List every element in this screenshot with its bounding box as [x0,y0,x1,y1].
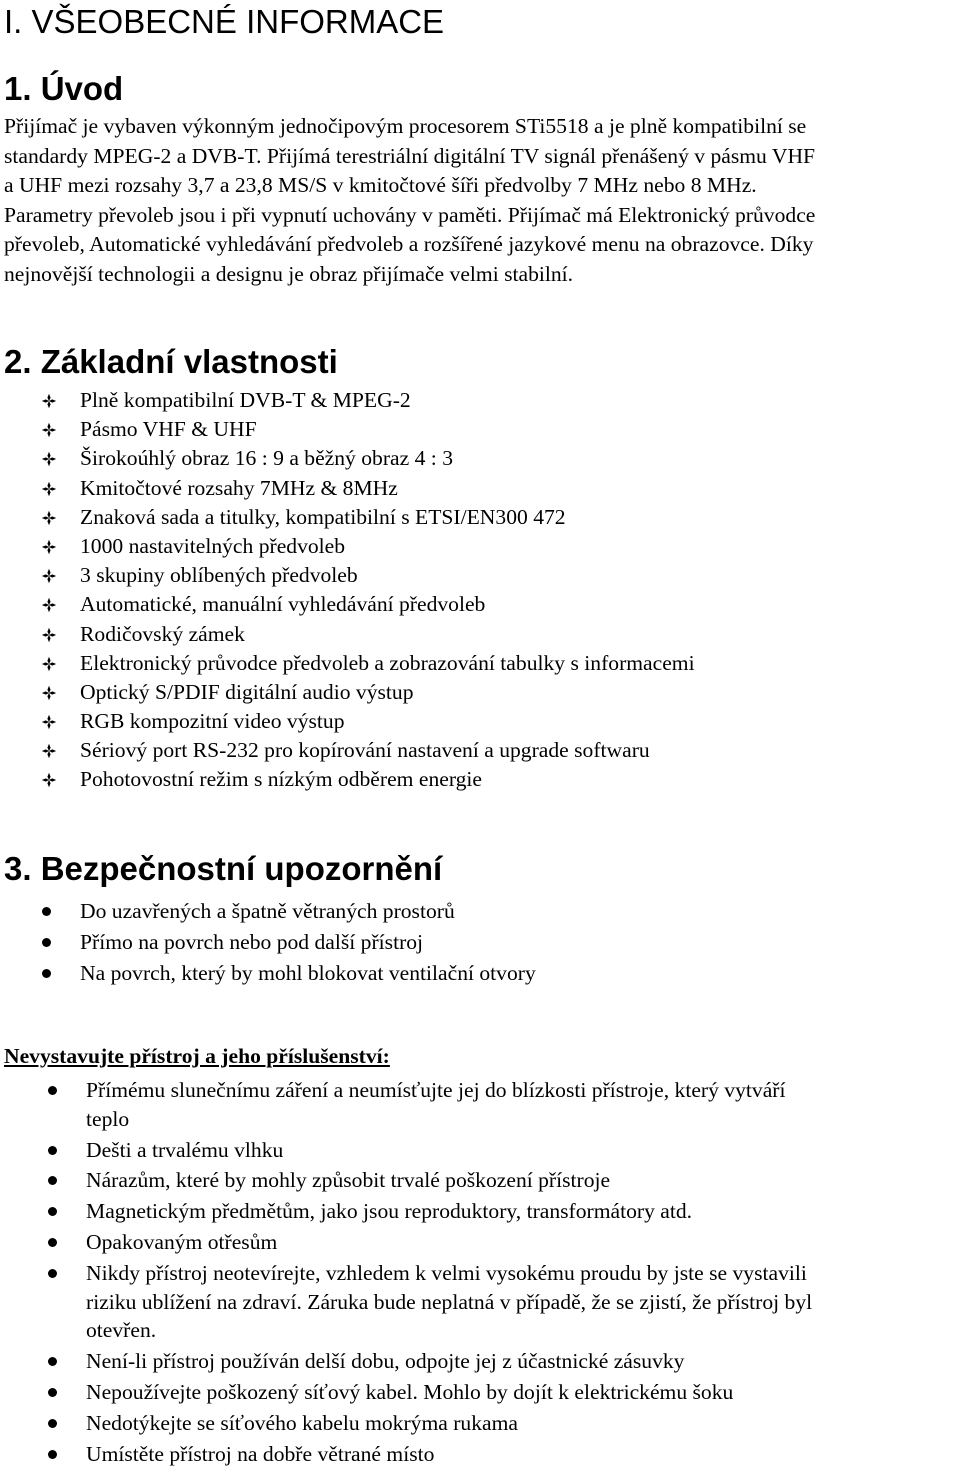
diamond-bullet-icon [40,421,58,439]
safety-item-text: Na povrch, který by mohl blokovat ventilační otvory [80,961,536,985]
avoid-item [0,1347,812,1378]
bullet-icon [42,907,51,916]
intro-heading: 1. Úvod [4,70,124,107]
bullet-icon [48,1238,57,1247]
intro-paragraph [4,112,956,290]
feature-item-text: RGB kompozitní video výstup [80,709,345,734]
feature-item [0,736,695,765]
avoid-item [0,1259,812,1347]
avoid-item-text: teplo [86,1106,130,1131]
safety-item-text: Přímo na povrch nebo pod další přístroj [80,930,424,954]
bullet-icon [48,1419,57,1428]
intro-line: nejnovější technologii a designu je obraz přijímače velmi stabilní. [4,261,574,286]
diamond-bullet-icon [40,392,58,410]
intro-line: Parametry převoleb jsou i při vypnutí uchovány v paměti. Přijímač má Elektronický průvodce [4,202,816,227]
avoid-item [0,1409,812,1440]
avoid-item-text: Umístěte přístroj na dobře větrané místo [86,1441,435,1466]
feature-item-text: Optický S/PDIF digitální audio výstup [80,679,414,704]
feature-item [0,561,695,590]
diamond-bullet-icon [40,596,58,614]
avoid-item [0,1076,812,1136]
avoid-item-text: Přímému slunečnímu záření a neumísťujte jej do blízkosti přístroje, který vytváří [86,1078,786,1102]
main-heading: I. VŠEOBECNÉ INFORMACE [4,3,445,40]
safety-item [0,958,536,989]
feature-item [0,532,695,561]
avoid-item-text: Magnetickým předmětům, jako jsou reproduktory, transformátory atd. [86,1199,693,1224]
feature-item [0,707,695,736]
feature-item [0,649,695,678]
avoid-item-text: Dešti a trvalému vlhku [86,1137,284,1162]
feature-item [0,503,695,532]
feature-item-text: Kmitočtové rozsahy 7MHz & 8MHz [80,475,398,500]
safety-item [0,927,536,958]
feature-item [0,474,695,503]
safety-list [0,896,536,989]
avoid-item-text: Nikdy přístroj neotevírejte, vzhledem k velmi vysokému proudu by jste se vystavili [86,1260,807,1285]
safety-heading: 3. Bezpečnostní upozornění [4,850,443,887]
diamond-bullet-icon [40,567,58,585]
bullet-icon [48,1086,57,1095]
diamond-bullet-icon [40,742,58,760]
avoid-item-text: riziku ublížení na zdraví. Záruka bude neplatná v případě, že se zjistí, že přístroj byl [86,1289,813,1314]
feature-item [0,765,695,794]
diamond-bullet-icon [40,450,58,468]
feature-item-text: Širokoúhlý obraz 16 : 9 a běžný obraz 4 : 3 [80,446,453,471]
feature-item [0,678,695,707]
avoid-item-text: Nepoužívejte poškozený síťový kabel. Mohlo by dojít k elektrickému šoku [86,1379,734,1404]
bullet-icon [48,1269,57,1278]
feature-item [0,415,695,444]
feature-item-text: Pásmo VHF & UHF [80,417,257,442]
feature-item [0,444,695,473]
avoid-item-text: Není-li přístroj používán delší dobu, odpojte jej z účastnické zásuvky [86,1349,685,1374]
bullet-icon [48,1176,57,1185]
diamond-bullet-icon [40,655,58,673]
avoid-item [0,1440,812,1470]
avoid-heading: Nevystavujte přístroj a jeho příslušenství: [4,1044,390,1068]
features-list [0,386,695,795]
bullet-icon [48,1357,57,1366]
diamond-bullet-icon [40,509,58,527]
bullet-icon [48,1207,57,1216]
bullet-icon [42,969,51,978]
diamond-bullet-icon [40,480,58,498]
avoid-item [0,1166,812,1197]
intro-line: Přijímač je vybaven výkonným jednočipovým procesorem STi5518 a je plně kompatibilní se [4,114,807,138]
feature-item-text: Znaková sada a titulky, kompatibilní s ETSI/EN300 472 [80,504,566,529]
avoid-item-text: otevřen. [86,1318,157,1343]
feature-item-text: Pohotovostní režim s nízkým odběrem energie [80,767,483,792]
avoid-item-text: Nárazům, které by mohly způsobit trvalé poškození přístroje [86,1168,611,1193]
feature-item-text: Rodičovský zámek [80,621,245,646]
feature-item-text: 1000 nastavitelných předvoleb [80,533,346,558]
feature-item [0,590,695,619]
avoid-item [0,1378,812,1409]
diamond-bullet-icon [40,538,58,556]
safety-item-text: Do uzavřených a špatně větraných prostorů [80,899,455,923]
diamond-bullet-icon [40,684,58,702]
intro-line: a UHF mezi rozsahy 3,7 a 23,8 MS/S v kmitočtové šíři předvolby 7 MHz nebo 8 MHz. [4,173,757,198]
feature-item-text: Elektronický průvodce předvoleb a zobrazování tabulky s informacemi [80,650,695,675]
intro-line: převoleb, Automatické vyhledávání předvoleb a rozšířené jazykové menu na obrazovce. Díky [4,232,814,257]
avoid-item [0,1136,812,1167]
bullet-icon [48,1146,57,1155]
bullet-icon [48,1388,57,1397]
features-heading: 2. Základní vlastnosti [4,343,338,380]
feature-item-text: Plně kompatibilní DVB-T & MPEG-2 [80,388,411,412]
feature-item [0,620,695,649]
bullet-icon [48,1450,57,1459]
feature-item-text: 3 skupiny oblíbených předvoleb [80,563,358,588]
avoid-list [0,1076,812,1470]
feature-item-text: Sériový port RS-232 pro kopírování nastavení a upgrade softwaru [80,738,650,763]
feature-item [0,386,695,415]
diamond-bullet-icon [40,771,58,789]
diamond-bullet-icon [40,626,58,644]
intro-line: standardy MPEG-2 a DVB-T. Přijímá terestriální digitální TV signál přenášený v pásmu VHF [4,143,816,168]
avoid-item [0,1197,812,1228]
avoid-item-text: Opakovaným otřesům [86,1229,278,1254]
avoid-item [0,1228,812,1259]
diamond-bullet-icon [40,713,58,731]
bullet-icon [42,938,51,947]
avoid-item-text: Nedotýkejte se síťového kabelu mokrýma rukama [86,1410,518,1435]
safety-item [0,896,536,927]
feature-item-text: Automatické, manuální vyhledávání předvoleb [80,592,486,617]
